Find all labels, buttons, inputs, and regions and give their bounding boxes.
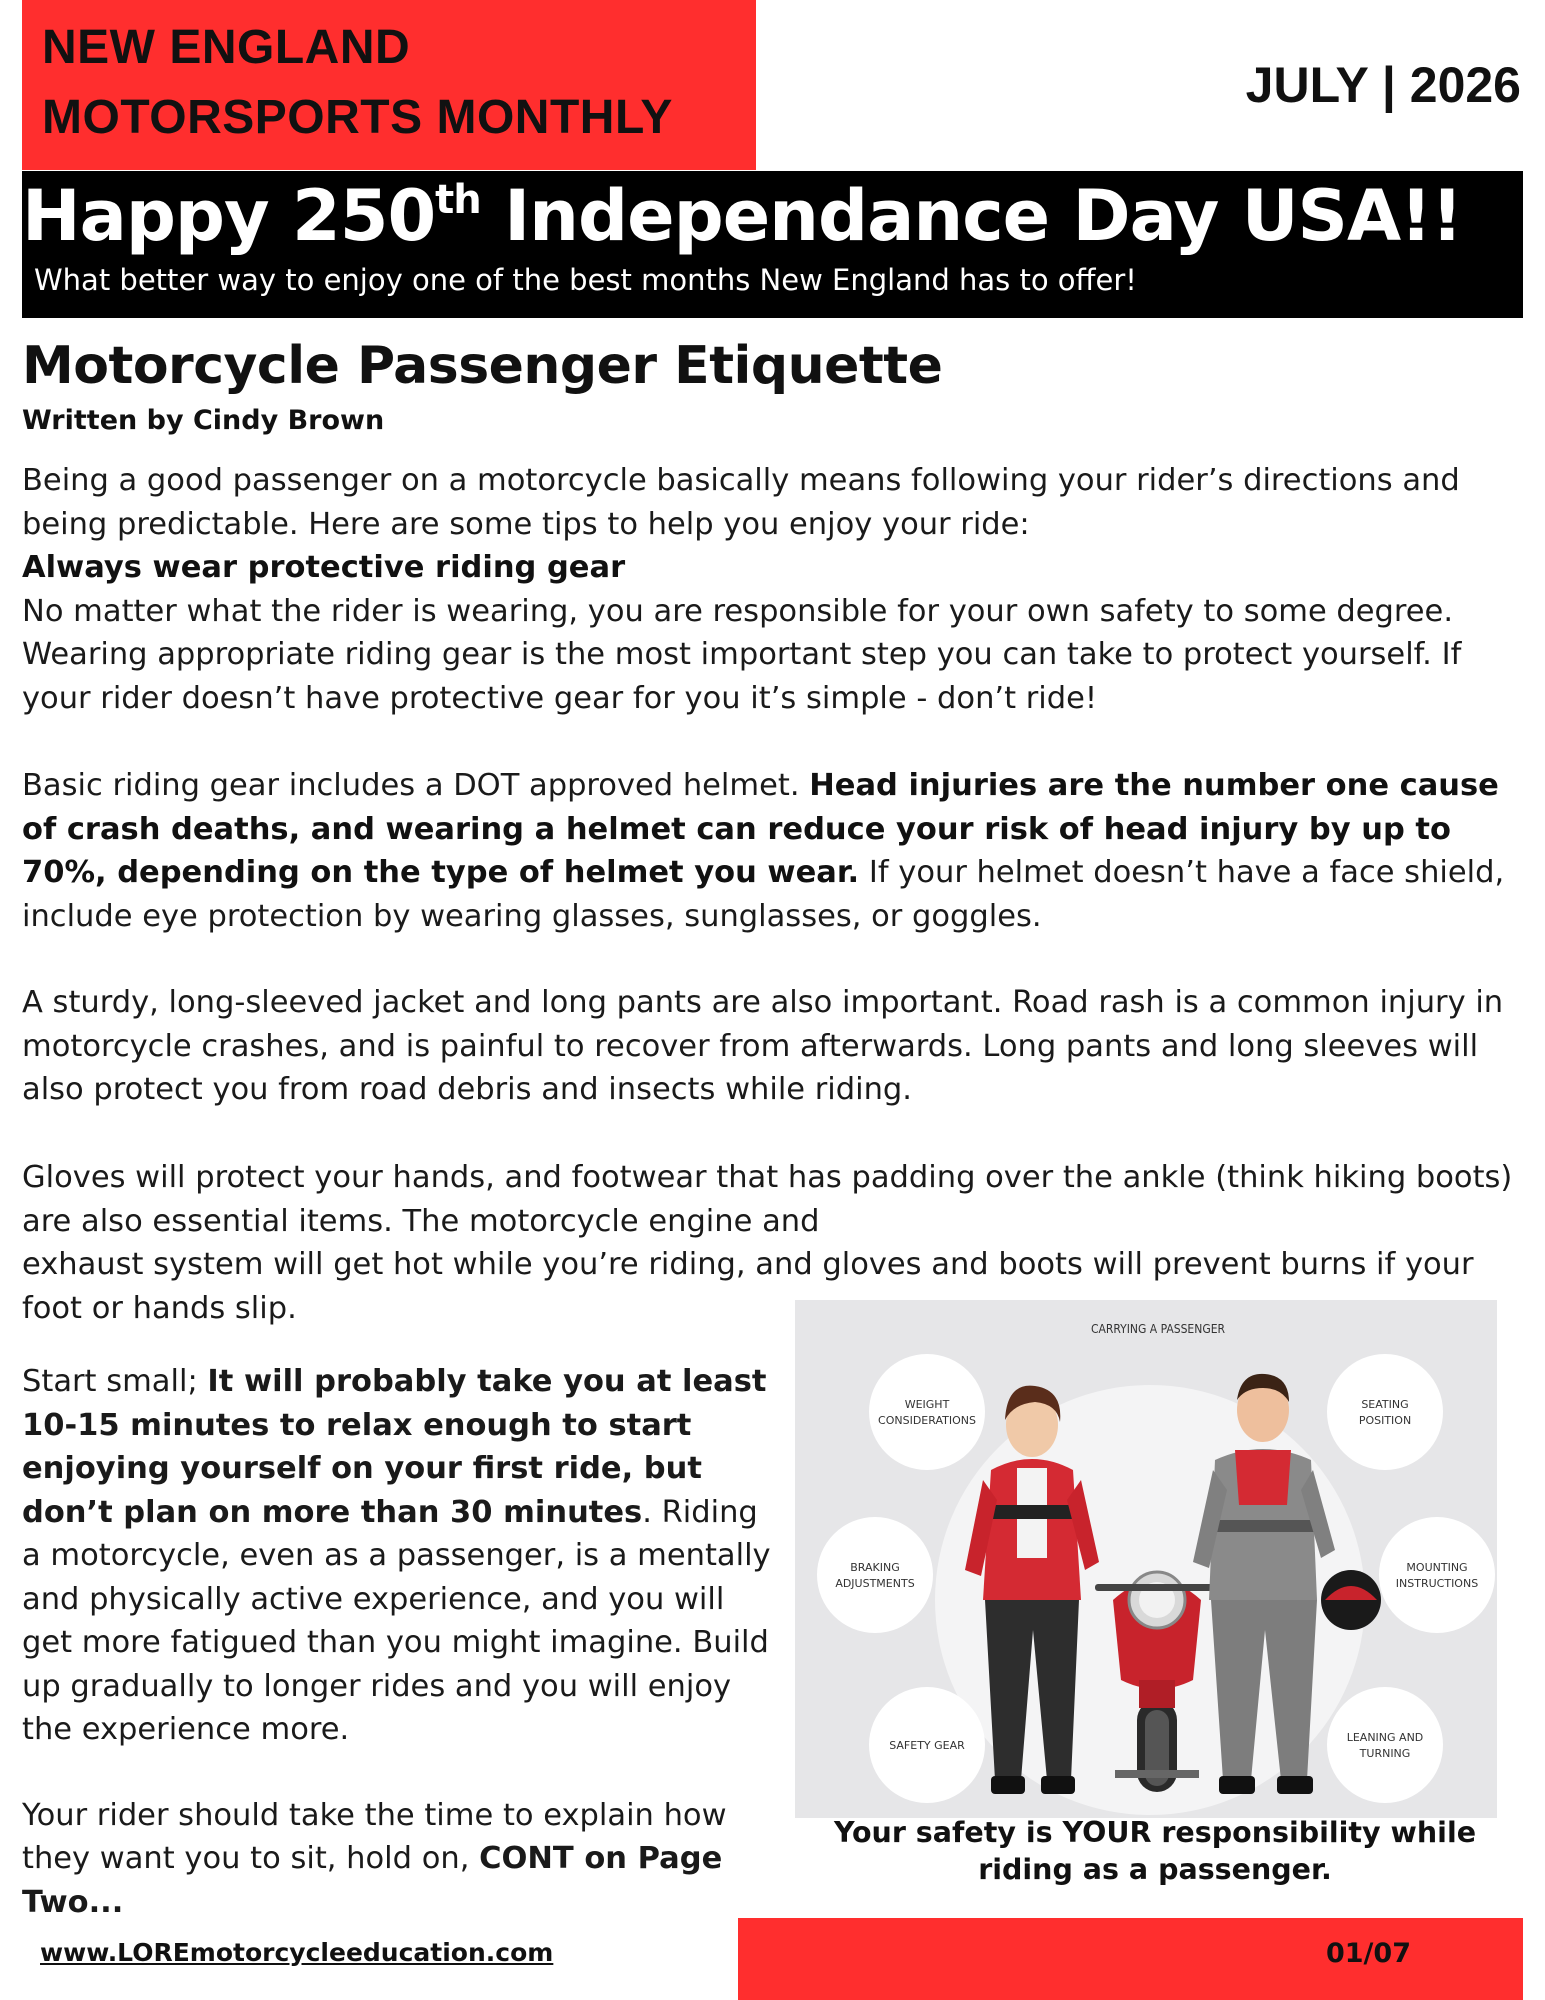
rider-paragraph xyxy=(22,1794,782,1925)
website-link[interactable]: www.LOREmotorcycleeducation.com xyxy=(40,1938,554,1967)
figure-caption: Your safety is YOUR responsibility while riding as a passenger. xyxy=(833,1816,1477,1886)
footer-bar xyxy=(738,1918,1523,2000)
weight-label-1: WEIGHT xyxy=(904,1398,950,1411)
figure-title: CARRYING A PASSENGER xyxy=(1090,1322,1226,1336)
rider-text: Your rider should take the time to explain how they want you to sit, hold on, xyxy=(22,1797,727,1876)
page-number: 01/07 xyxy=(1325,1938,1411,1969)
start-text-pre: Start small; xyxy=(22,1364,208,1399)
mounting-label xyxy=(1379,1517,1495,1633)
mounting-label-1: MOUNTING xyxy=(1406,1561,1468,1574)
jacket-paragraph: A sturdy, long-sleeved jacket and long pants are also important. Road rash is a common injury in motorcycle crashes, and is painful to recover from afterwards. Long pants and long sleeves will also protect you from road debris and insects while riding. xyxy=(22,985,1504,1107)
helmet-paragraph xyxy=(22,764,1522,938)
safety-gear-label xyxy=(869,1687,985,1803)
braking-label-1: BRAKING xyxy=(850,1561,900,1574)
safety-gear-label-1: SAFETY GEAR xyxy=(889,1739,965,1752)
mounting-label-2: INSTRUCTIONS xyxy=(1395,1577,1479,1590)
start-text-bold: It will probably take you at least 10-15 minutes to relax enough to start enjoying yourself on your first ride, but don’t plan on more than 30 minutes xyxy=(22,1364,767,1530)
intro-text: Being a good passenger on a motorcycle basically means following your rider’s directions and being predictable. Here are some tips to help you enjoy your ride: xyxy=(22,463,1460,542)
start-small-paragraph xyxy=(22,1360,782,1752)
banner-title-sup: th xyxy=(435,177,481,223)
seating-label xyxy=(1327,1354,1443,1470)
gloves-text-1: Gloves will protect your hands, and footwear that has padding over the ankle (think hiking boots) are also essential items. The motorcycle engine and xyxy=(22,1160,1513,1239)
gear-text: No matter what the rider is wearing, you are responsible for your own safety to some degree. Wearing appropriate riding gear is the most important step you can take to protect yourself. If your rider doesn’t have protective gear for you it’s simple - don’t ride! xyxy=(22,593,1462,716)
intro-paragraph xyxy=(22,459,1522,720)
seating-label-2: POSITION xyxy=(1358,1414,1412,1427)
continued-note: CONT on Page Two... xyxy=(22,1841,723,1920)
braking-label xyxy=(817,1517,933,1633)
left-column xyxy=(22,1360,782,1924)
passenger-illustration xyxy=(795,1300,1497,1818)
illustration-svg xyxy=(795,1300,1497,1818)
banner-title-pre: Happy 250 xyxy=(22,175,436,257)
helmet-text-pre: Basic riding gear includes a DOT approved helmet. xyxy=(22,768,810,803)
article-title: Motorcycle Passenger Etiquette xyxy=(22,336,943,396)
leaning-label-2: TURNING xyxy=(1359,1747,1411,1760)
weight-label-2: CONSIDERATIONS xyxy=(878,1414,976,1427)
seating-label-1: SEATING xyxy=(1361,1398,1409,1411)
leaning-label xyxy=(1327,1687,1443,1803)
holiday-banner xyxy=(22,171,1523,318)
banner-subtitle: What better way to enjoy one of the best months New England has to offer! xyxy=(34,263,1137,297)
helmet-text-post: If your helmet doesn’t have a face shield, include eye protection by wearing glasses, sunglasses, or goggles. xyxy=(22,855,1505,934)
masthead xyxy=(22,0,756,170)
gear-heading: Always wear protective riding gear xyxy=(22,550,626,585)
article-byline: Written by Cindy Brown xyxy=(22,405,385,436)
helmet-text-bold: Head injuries are the number one cause of crash deaths, and wearing a helmet can reduce your risk of head injury by up to 70%, depending on the type of helmet you wear. xyxy=(22,768,1499,890)
masthead-line-1: NEW ENGLAND xyxy=(42,21,411,74)
banner-title-post: Independance Day USA!! xyxy=(480,175,1462,257)
start-text-post: . Riding a motorcycle, even as a passenger, is a mentally and physically active experience, and you will get more fatigued than you might imagine. Build up gradually to longer rides and you will enjoy the experience more. xyxy=(22,1494,771,1747)
gloves-text-2: exhaust system will get hot while you’re riding, and gloves and boots will prevent burns if your foot or hands slip. xyxy=(22,1247,1474,1326)
masthead-line-2: MOTORSPORTS MONTHLY xyxy=(42,91,673,144)
issue-date: JULY | 2026 xyxy=(1245,57,1521,113)
braking-label-2: ADJUSTMENTS xyxy=(835,1577,915,1590)
leaning-label-1: LEANING AND xyxy=(1346,1731,1424,1744)
banner-title xyxy=(22,175,1462,257)
weight-label xyxy=(869,1354,985,1470)
